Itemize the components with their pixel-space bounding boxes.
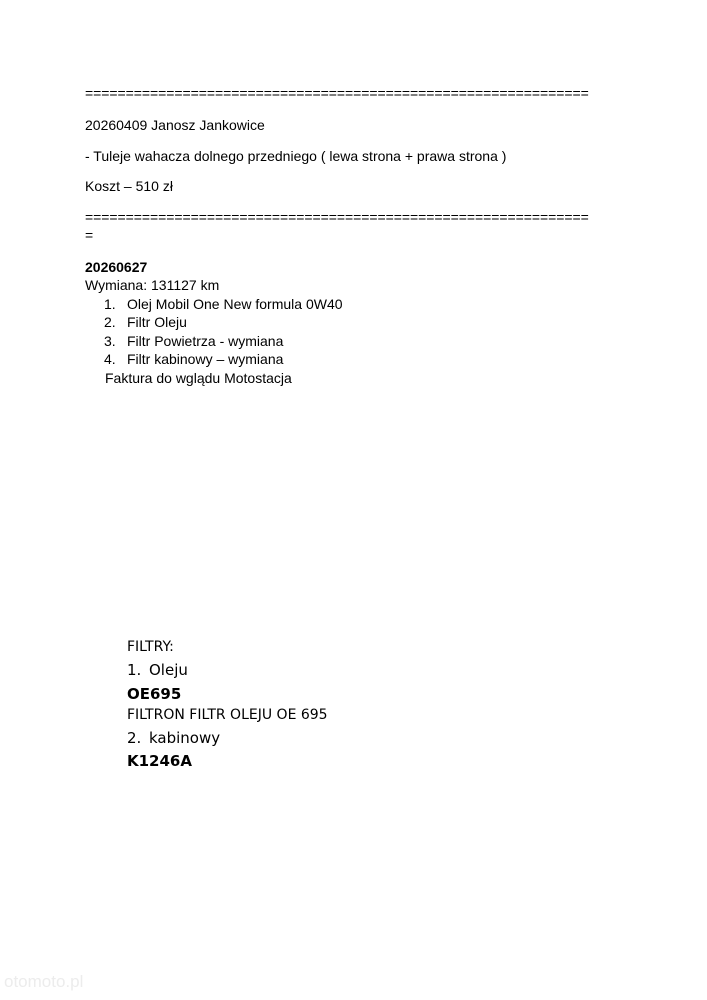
separator-line-tail: = [85, 227, 94, 243]
list-item [104, 350, 283, 368]
filter-item-number: 2. [127, 729, 142, 747]
filter-item-label: kabinowy [149, 729, 221, 747]
filter-item-cabin [127, 729, 220, 747]
entry-cost: Koszt – 510 zł [85, 178, 173, 194]
filter-code: K1246A [127, 752, 192, 770]
filter-item-label: Oleju [149, 661, 188, 679]
separator-line: ============================================================== [85, 85, 589, 101]
separator-line: ============================================================== [85, 209, 589, 225]
list-item-number: 3. [104, 333, 116, 349]
list-item-text: Olej Mobil One New formula 0W40 [127, 296, 343, 312]
entry-date: 20260627 [85, 259, 148, 275]
list-item-number: 1. [104, 296, 116, 312]
list-item-number: 4. [104, 351, 116, 367]
entry-header: 20260409 Janosz Jankowice [85, 117, 265, 133]
filter-code: OE695 [127, 685, 182, 703]
entry-mileage: Wymiana: 131127 km [85, 277, 220, 293]
filter-item-number: 1. [127, 661, 142, 679]
list-item-text: Filtr kabinowy – wymiana [127, 351, 284, 367]
list-item [104, 332, 283, 350]
filter-description: FILTRON FILTR OLEJU OE 695 [127, 707, 328, 723]
entry-note: Faktura do wglądu Motostacja [105, 370, 292, 386]
list-item-text: Filtr Oleju [127, 314, 187, 330]
filters-heading: FILTRY: [127, 639, 174, 655]
list-item-text: Filtr Powietrza - wymiana [127, 333, 284, 349]
filter-item-oil [127, 661, 188, 679]
entry-item: - Tuleje wahacza dolnego przedniego ( lewa strona + prawa strona ) [85, 148, 507, 164]
list-item [104, 313, 187, 331]
list-item-number: 2. [104, 314, 116, 330]
list-item [104, 295, 343, 313]
watermark: otomoto.pl [4, 972, 84, 991]
